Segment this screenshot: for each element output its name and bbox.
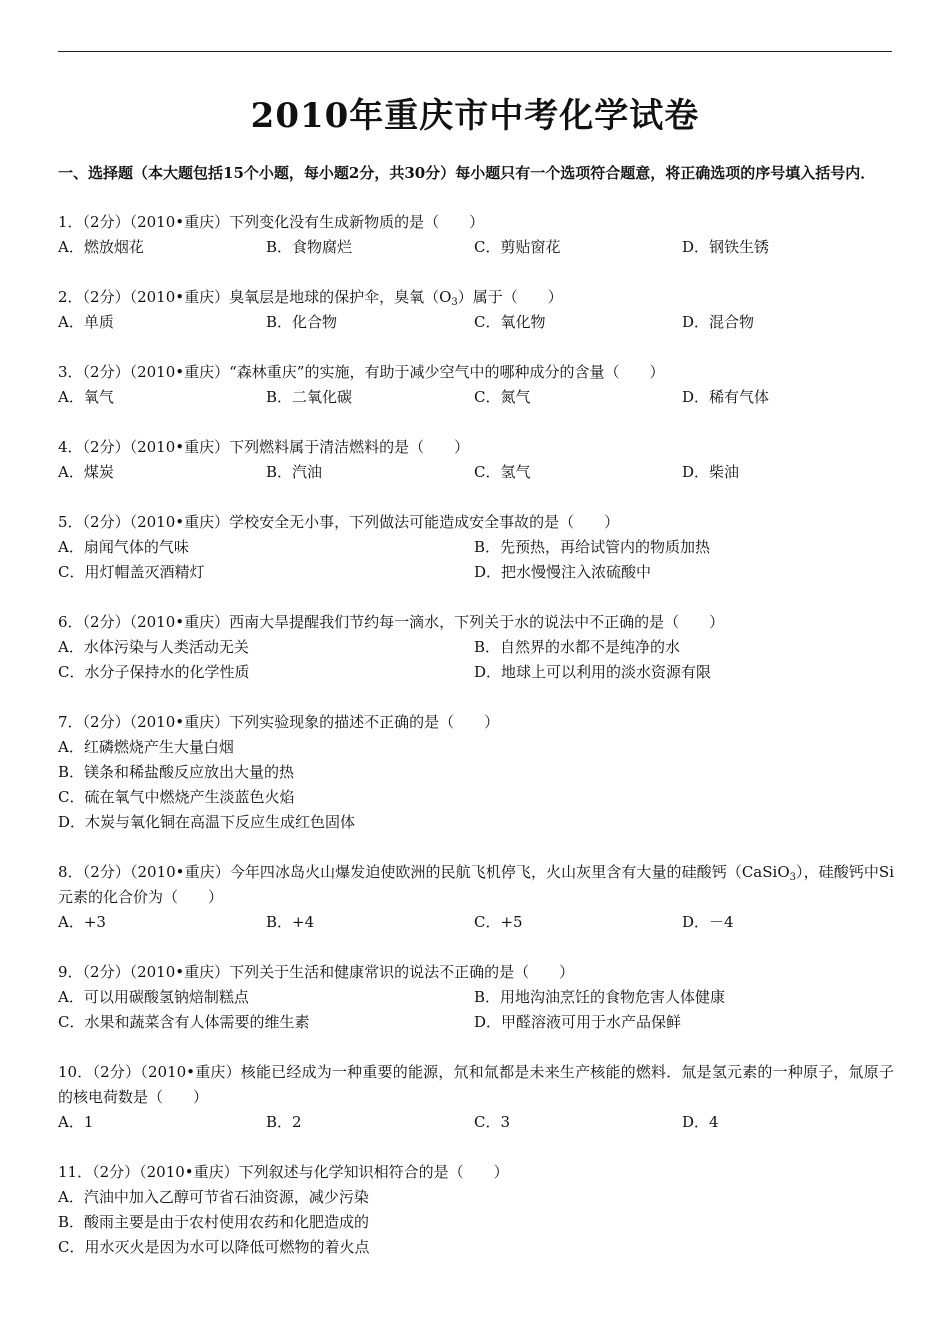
option-c: C．用水灭火是因为水可以降低可燃物的着火点 <box>58 1238 370 1256</box>
option-d: D．钢铁生锈 <box>682 238 770 256</box>
option-d: D．木炭与氧化铜在高温下反应生成红色固体 <box>58 813 356 831</box>
question-3 <box>58 360 894 410</box>
question-10 <box>58 1060 894 1135</box>
question-5 <box>58 510 894 585</box>
question-stem: 1．（2分）（2010•重庆）下列变化没有生成新物质的是（ ） <box>58 213 485 231</box>
option-c: C．+5 <box>474 913 523 931</box>
option-d: D．混合物 <box>682 313 755 331</box>
question-stem: 5．（2分）（2010•重庆）学校安全无小事，下列做法可能造成安全事故的是（ ） <box>58 513 620 531</box>
option-d: D．－4 <box>682 913 734 931</box>
option-a: A．可以用碳酸氢钠焙制糕点 <box>58 988 249 1006</box>
option-c: C．氧化物 <box>474 313 546 331</box>
option-c: C．用灯帽盖灭酒精灯 <box>58 563 205 581</box>
question-stem: 7．（2分）（2010•重庆）下列实验现象的描述不正确的是（ ） <box>58 713 500 731</box>
option-c: C．氮气 <box>474 388 531 406</box>
question-stem: 6．（2分）（2010•重庆）西南大旱提醒我们节约每一滴水，下列关于水的说法中不正确的是（ ） <box>58 613 725 631</box>
question-stem: 2．（2分）（2010•重庆）臭氧层是地球的保护伞，臭氧$(O_3)$属于（ ） <box>58 288 563 308</box>
question-stem: 4．（2分）（2010•重庆）下列燃料属于清洁燃料的是（ ） <box>58 438 470 456</box>
page-title: 2010年重庆市中考化学试卷 <box>250 96 700 136</box>
option-a: A．水体污染与人类活动无关 <box>58 638 249 656</box>
option-b: B．酸雨主要是由于农村使用农药和化肥造成的 <box>58 1213 370 1231</box>
question-7 <box>58 710 894 835</box>
option-b: B．2 <box>266 1113 302 1131</box>
header-rule <box>58 51 892 52</box>
question-1 <box>58 210 894 260</box>
section-heading: 一、选择题（本大题包括15个小题，每小题2分，共30分）每小题只有一个选项符合题意，将正确选项的序号填入括号内． <box>58 164 876 182</box>
option-a: A．+3 <box>58 913 106 931</box>
question-stem: 11．（2分）（2010•重庆）下列叙述与化学知识相符合的是（ ） <box>58 1163 509 1181</box>
option-a: A．汽油中加入乙醇可节省石油资源，减少污染 <box>58 1188 369 1206</box>
option-b: B．汽油 <box>266 463 323 481</box>
question-2 <box>58 285 894 335</box>
question-9 <box>58 960 894 1035</box>
option-c: C．氢气 <box>474 463 531 481</box>
option-c: C．硫在氧气中燃烧产生淡蓝色火焰 <box>58 788 295 806</box>
option-b: B．用地沟油烹饪的食物危害人体健康 <box>474 988 726 1006</box>
option-a: A．煤炭 <box>58 463 114 481</box>
question-stem: 3．（2分）（2010•重庆）“森林重庆”的实施，有助于减少空气中的哪种成分的含量（ ） <box>58 363 665 381</box>
option-d: D．把水慢慢注入浓硫酸中 <box>474 563 652 581</box>
option-d: D．柴油 <box>682 463 740 481</box>
option-d: D．稀有气体 <box>682 388 770 406</box>
option-a: A．氧气 <box>58 388 114 406</box>
option-c: C．3 <box>474 1113 511 1131</box>
question-stem: 8．（2分）（2010•重庆）今年四冰岛火山爆发迫使欧洲的民航飞机停飞，火山灰里含有大量的硅酸钙（CaSiO$_3$），硅酸钙中Si元素的化合价为（ ） <box>58 863 894 906</box>
option-b: B．+4 <box>266 913 315 931</box>
option-a: A．燃放烟花 <box>58 238 144 256</box>
option-d: D．4 <box>682 1113 719 1131</box>
option-a: A．红磷燃烧产生大量白烟 <box>58 738 234 756</box>
option-d: D．甲醛溶液可用于水产品保鲜 <box>474 1013 682 1031</box>
question-11 <box>58 1160 894 1260</box>
option-b: B．镁条和稀盐酸反应放出大量的热 <box>58 763 295 781</box>
option-a: A．扇闻气体的气味 <box>58 538 189 556</box>
option-c: C．水果和蔬菜含有人体需要的维生素 <box>58 1013 310 1031</box>
option-b: B．自然界的水都不是纯净的水 <box>474 638 681 656</box>
option-d: D．地球上可以利用的淡水资源有限 <box>474 663 712 681</box>
question-6 <box>58 610 894 685</box>
option-b: B．先预热，再给试管内的物质加热 <box>474 538 711 556</box>
option-a: A．单质 <box>58 313 114 331</box>
option-b: B．食物腐烂 <box>266 238 353 256</box>
option-a: A．1 <box>58 1113 94 1131</box>
option-c: C．水分子保持水的化学性质 <box>58 663 250 681</box>
option-b: B．化合物 <box>266 313 338 331</box>
option-c: C．剪贴窗花 <box>474 238 561 256</box>
question-stem: 10．（2分）（2010•重庆）核能已经成为一种重要的能源，氘和氚都是未来生产核能的燃料．氚是氢元素的一种原子，氚原子的核电荷数是（ ） <box>58 1063 894 1106</box>
question-stem: 9．（2分）（2010•重庆）下列关于生活和健康常识的说法不正确的是（ ） <box>58 963 575 981</box>
option-b: B．二氧化碳 <box>266 388 353 406</box>
question-8 <box>58 860 894 935</box>
question-4 <box>58 435 894 485</box>
